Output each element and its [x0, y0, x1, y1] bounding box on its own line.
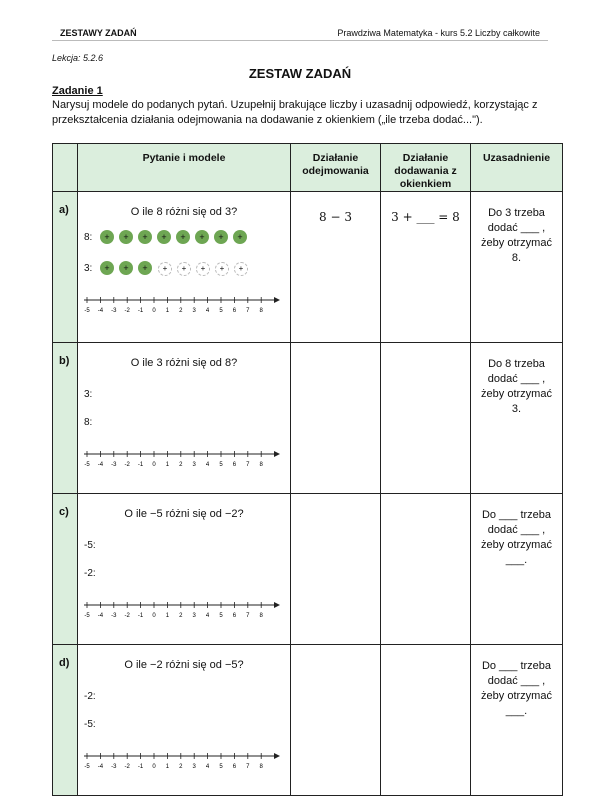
- row-label: c): [53, 494, 78, 645]
- tick-label: 1: [165, 764, 170, 769]
- tick-label: 5: [219, 308, 223, 313]
- subtraction-cell[interactable]: [291, 192, 381, 343]
- number-line: [84, 600, 280, 618]
- filled-counter: +: [214, 230, 228, 244]
- addition-cell[interactable]: [381, 343, 471, 494]
- tick-label: 8: [259, 462, 263, 467]
- model-area: [78, 369, 290, 479]
- question-cell: [78, 645, 291, 796]
- tick-label: -3: [111, 308, 117, 313]
- axis-arrow: [274, 602, 280, 608]
- tick-label: 3: [192, 613, 196, 618]
- question-text: O ile 3 różni się od 8?: [130, 357, 238, 369]
- question-text: O ile 8 różni się od 3?: [130, 206, 238, 218]
- filled-counter: +: [138, 261, 152, 275]
- header-addition: Działanie dodawania z okienkiem: [381, 144, 471, 192]
- question-cell: [78, 192, 291, 343]
- tick-label: -3: [111, 462, 117, 467]
- model-label-2: 3:: [84, 263, 93, 274]
- tick-label: -3: [111, 613, 117, 618]
- tick-label: 1: [165, 462, 170, 467]
- tick-label: 5: [219, 613, 223, 618]
- justification-cell[interactable]: [471, 343, 563, 494]
- tick-label: -2: [124, 462, 130, 467]
- row-label: d): [53, 645, 78, 796]
- filled-counter: +: [233, 230, 247, 244]
- number-line: [84, 751, 280, 769]
- axis-arrow: [274, 753, 280, 759]
- addition-expression: 3 + ___ = 8: [391, 210, 460, 224]
- question-text: O ile −2 różni się od −5?: [124, 659, 244, 671]
- model-label-2: 8:: [84, 417, 93, 428]
- task-instruction: Narysuj modele do podanych pytań. Uzupełnij brakujące liczby i uzasadnij odpowiedź, korzystając z przekształcenia działania odejmowania na dodawanie z okienkiem („ile trzeba dodać...").: [52, 99, 538, 126]
- justification-text: Do ___ trzeba dodać ___ , żeby otrzymać ___.: [481, 660, 552, 717]
- axis-arrow: [274, 451, 280, 457]
- tick-label: 4: [205, 462, 210, 467]
- tick-label: 6: [232, 462, 237, 467]
- subtraction-cell[interactable]: [291, 343, 381, 494]
- header-empty: [53, 144, 78, 192]
- filled-counter: +: [138, 230, 152, 244]
- tick-label: 3: [192, 764, 196, 769]
- header-justification: Uzasadnienie: [471, 144, 563, 192]
- model-label-2: -2:: [84, 568, 96, 579]
- tick-label: -4: [97, 764, 104, 769]
- tick-label: 7: [246, 764, 250, 769]
- page-title: ZESTAW ZADAŃ: [248, 66, 352, 81]
- tick-label: 5: [219, 764, 223, 769]
- table-row: [53, 343, 563, 494]
- justification-cell[interactable]: [471, 494, 563, 645]
- tick-label: 8: [259, 613, 263, 618]
- tick-label: 4: [205, 308, 210, 313]
- tick-label: 2: [179, 308, 183, 313]
- number-line: [84, 295, 280, 313]
- empty-counter: +: [196, 262, 210, 276]
- justification-cell[interactable]: [471, 192, 563, 343]
- tick-label: 1: [165, 613, 170, 618]
- model-area: [78, 671, 290, 781]
- tick-label: 3: [192, 462, 196, 467]
- filled-counter: +: [100, 230, 114, 244]
- tick-label: 5: [219, 462, 223, 467]
- tick-label: -4: [97, 613, 104, 618]
- empty-counter: +: [234, 262, 248, 276]
- justification-text: Do 3 trzeba dodać ___ , żeby otrzymać 8.: [481, 207, 552, 264]
- filled-counter: +: [176, 230, 190, 244]
- row-label: a): [53, 192, 78, 343]
- tick-label: 2: [179, 462, 183, 467]
- addition-cell[interactable]: [381, 645, 471, 796]
- table-row: [53, 645, 563, 796]
- header-subtraction: Działanie odejmowania: [291, 144, 381, 192]
- number-line: [84, 449, 280, 467]
- row-label: b): [53, 343, 78, 494]
- model-label-1: -2:: [84, 691, 96, 702]
- tick-label: 3: [192, 308, 196, 313]
- justification-text: Do 8 trzeba dodać ___ , żeby otrzymać 3.: [481, 358, 552, 415]
- addition-cell[interactable]: [381, 494, 471, 645]
- tick-label: 0: [152, 764, 156, 769]
- model-label-1: 3:: [84, 389, 93, 400]
- question-cell: [78, 343, 291, 494]
- header-question: Pytanie i modele: [78, 144, 291, 192]
- header-right: Prawdziwa Matematyka - kurs 5.2 Liczby całkowite: [337, 28, 540, 38]
- tick-label: -2: [124, 308, 130, 313]
- tick-label: 0: [152, 462, 156, 467]
- tick-label: -1: [137, 613, 144, 618]
- tick-label: 4: [205, 613, 210, 618]
- tick-label: 7: [246, 308, 250, 313]
- tick-label: 1: [165, 308, 170, 313]
- question-cell: [78, 494, 291, 645]
- tick-label: -3: [111, 764, 117, 769]
- model-area: [78, 218, 290, 328]
- subtraction-expression: 8 − 3: [319, 210, 352, 224]
- tick-label: -5: [84, 764, 90, 769]
- justification-text: Do ___ trzeba dodać ___ , żeby otrzymać ___.: [481, 509, 552, 566]
- tick-label: 2: [179, 764, 183, 769]
- tick-label: -5: [84, 462, 90, 467]
- model-label-1: -5:: [84, 540, 96, 551]
- tick-label: 8: [259, 764, 263, 769]
- model-label-1: 8:: [84, 232, 93, 243]
- filled-counter: +: [119, 230, 133, 244]
- tick-label: -2: [124, 613, 130, 618]
- tick-label: 4: [205, 764, 210, 769]
- model-label-2: -5:: [84, 719, 96, 730]
- tick-label: -1: [137, 308, 144, 313]
- tick-label: 6: [232, 308, 237, 313]
- tick-label: -4: [97, 308, 104, 313]
- filled-counter: +: [119, 261, 133, 275]
- tick-label: -1: [137, 462, 144, 467]
- tick-label: 8: [259, 308, 263, 313]
- tick-label: 0: [152, 613, 156, 618]
- tick-label: 6: [232, 613, 237, 618]
- tick-label: 7: [246, 613, 250, 618]
- task-table: [52, 143, 563, 796]
- table-row: [53, 192, 563, 343]
- question-text: O ile −5 różni się od −2?: [124, 508, 244, 520]
- filled-counter: +: [195, 230, 209, 244]
- tick-label: -5: [84, 613, 90, 618]
- tick-label: -1: [137, 764, 144, 769]
- empty-counter: +: [158, 262, 172, 276]
- addition-cell[interactable]: [381, 192, 471, 343]
- empty-counter: +: [215, 262, 229, 276]
- task-title: Zadanie 1: [52, 85, 103, 97]
- tick-label: 2: [179, 613, 183, 618]
- model-area: [78, 520, 290, 630]
- axis-arrow: [274, 297, 280, 303]
- page-header: [52, 0, 548, 41]
- justification-cell[interactable]: [471, 645, 563, 796]
- table-row: [53, 494, 563, 645]
- filled-counter: +: [100, 261, 114, 275]
- subtraction-cell[interactable]: [291, 494, 381, 645]
- subtraction-cell[interactable]: [291, 645, 381, 796]
- tick-label: 6: [232, 764, 237, 769]
- tick-label: -2: [124, 764, 130, 769]
- tick-label: 0: [152, 308, 156, 313]
- tick-label: -4: [97, 462, 104, 467]
- header-left: ZESTAWY ZADAŃ: [60, 28, 137, 38]
- tick-label: -5: [84, 308, 90, 313]
- empty-counter: +: [177, 262, 191, 276]
- tick-label: 7: [246, 462, 250, 467]
- filled-counter: +: [157, 230, 171, 244]
- lesson-label: Lekcja: 5.2.6: [52, 53, 104, 63]
